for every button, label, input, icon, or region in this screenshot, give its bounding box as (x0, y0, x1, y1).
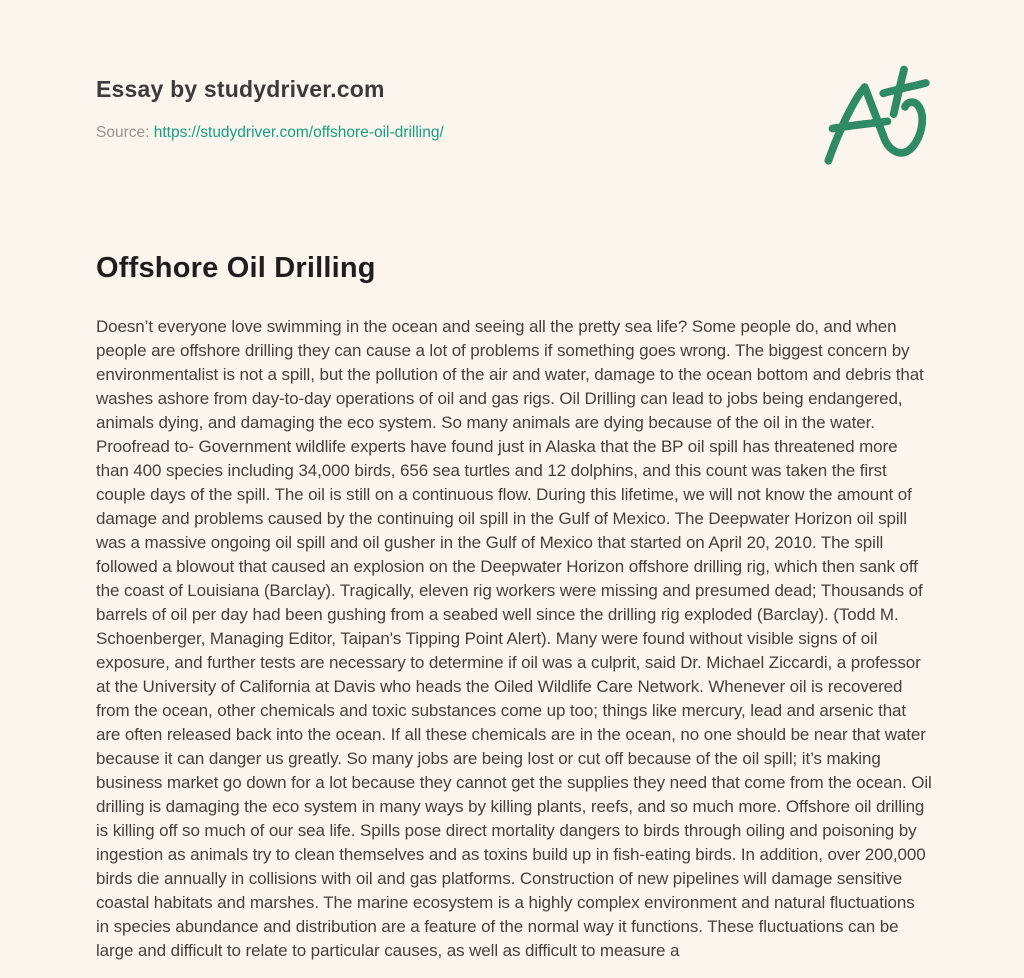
source-url-link[interactable]: https://studydriver.com/offshore-oil-drilling/ (153, 124, 444, 141)
article-title: Offshore Oil Drilling (96, 252, 376, 284)
source-label: Source: (96, 124, 150, 141)
page-header-title: Essay by studydriver.com (96, 76, 385, 102)
article-body-text: Doesn’t everyone love swimming in the ocean and seeing all the pretty sea life? Some people do, and when people are offshore drilling they can cause a lot of problems if something goes wrong. The biggest concern by environmentalist is not a spill, but the pollution of the air and water, damage to the ocean bottom and debris that washes ashore from day-to-day operations of oil and gas rigs. Oil Drilling can lead to jobs being endangered, animals dying, and damaging the eco system. So many animals are dying because of the oil in the water. Proofread to- Government wildlife experts have found just in Alaska that the BP oil spill has threatened more than 400 species including 34,000 birds, 656 sea turtles and 12 dolphins, and this count was taken the first couple days of the spill. The oil is still on a continuous flow. During this lifetime, we will not know the amount of damage and problems caused by the continuing oil spill in the Gulf of Mexico. The Deepwater Horizon oil spill was a massive ongoing oil spill and oil gusher in the Gulf of Mexico that started on April 20, 2010. The spill followed a blowout that caused an explosion on the Deepwater Horizon offshore drilling rig, which then sank off the coast of Louisiana (Barclay). Tragically, eleven rig workers were missing and presumed dead; Thousands of barrels of oil per day had been gushing from a seabed well since the drilling rig exploded (Barclay). (Todd M. Schoenberger, Managing Editor, Taipan's Tipping Point Alert). Many were found without visible signs of oil exposure, and further tests are necessary to determine if oil was a culprit, said Dr. Michael Ziccardi, a professor at the University of California at Davis who heads the Oiled Wildlife Care Network. Whenever oil is recovered from the ocean, other chemicals and toxic substances come up too; things like mercury, lead and arsenic that are often released back into the ocean. If all these chemicals are in the ocean, no one should be near that water because it can danger us greatly. So many jobs are being lost or cut off because of the oil spill; it’s making business market go down for a lot because they cannot get the supplies they need that come from the ocean. Oil drilling is damaging the eco system in many ways by killing plants, reefs, and so much more. Offshore oil drilling is killing off so much of our sea life. Spills pose direct mortality dangers to birds through oiling and poisoning by ingestion as animals try to clean themselves and as toxins build up in fish-eating birds. In addition, over 200,000 birds die annually in collisions with oil and gas platforms. Construction of new pipelines will damage sensitive coastal habitats and marshes. The marine ecosystem is a highly complex environment and natural fluctuations in species abundance and distribution are a feature of the normal way it functions. These fluctuations can be large and difficult to relate to particular causes, as well as difficult to measure a (96, 317, 932, 960)
a-plus-logo-icon (818, 58, 932, 166)
source-line (96, 124, 444, 142)
